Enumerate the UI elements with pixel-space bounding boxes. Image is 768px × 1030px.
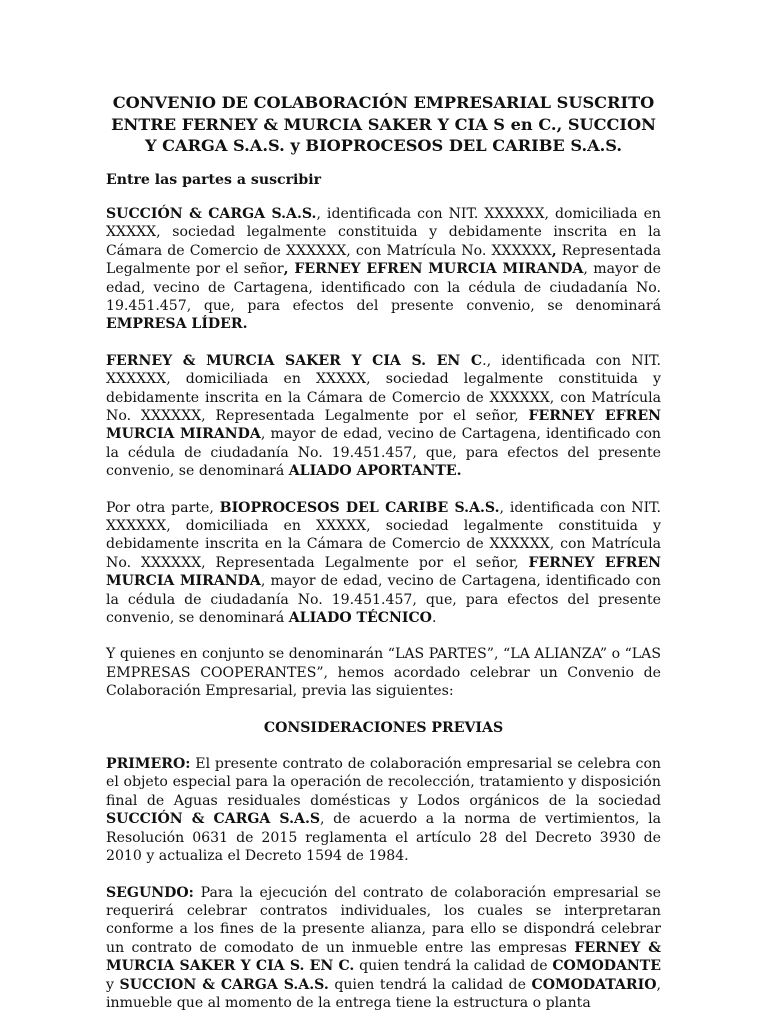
clause-role: COMODANTE	[552, 958, 661, 975]
clause-text: El presente contrato de colaboración empresarial se celebra con el objeto especial para la operación de recolección, tratamiento y disposición final de Aguas residuales domésticas y Lodos orgánicos de la sociedad	[106, 756, 661, 809]
party-ferney-paragraph	[106, 352, 661, 481]
document-title: CONVENIO DE COLABORACIÓN EMPRESARIAL SUSCRITO ENTRE FERNEY & MURCIA SAKER Y CIA S en C., SUCCION Y CARGA S.A.S. y BIOPROCESOS DEL CARIBE S.A.S.	[111, 93, 656, 155]
party-name: FERNEY & MURCIA SAKER Y CIA S. EN C	[106, 352, 483, 369]
together-paragraph: Y quienes en conjunto se denominarán “LAS PARTES”, “LA ALIANZA” o “LAS EMPRESAS COOPERANTES”, hemos acordado celebrar un Convenio de Colaboración Empresarial, previa las siguientes:	[106, 646, 661, 700]
party-representative: FERNEY EFREN MURCIA MIRANDA	[106, 554, 661, 590]
clause-company: SUCCIÓN & CARGA S.A.S	[106, 811, 321, 828]
party-bioprocesos-paragraph	[106, 499, 661, 628]
party-comma: ,	[551, 242, 557, 259]
clause-company: FERNEY & MURCIA SAKER Y CIA S. EN C.	[106, 939, 661, 975]
party-text: Representada Legalmente por el señor	[106, 242, 661, 278]
party-text: , mayor de edad, vecino de Cartagena, identificado con la cédula de ciudadanía No. 19.451.457, que, para efectos del presente convenio, se denominará	[106, 261, 661, 314]
section-heading: CONSIDERACIONES PREVIAS	[263, 719, 504, 736]
party-representative: FERNEY EFREN MURCIA MIRANDA	[106, 407, 661, 443]
party-role: ALIADO APORTANTE.	[288, 463, 462, 480]
party-role: ALIADO TÉCNICO	[288, 610, 432, 627]
clause-text: quien tendrá la calidad de	[328, 976, 532, 993]
intro-line: Entre las partes a suscribir	[106, 171, 322, 188]
party-name: BIOPROCESOS DEL CARIBE S.A.S.	[219, 499, 500, 516]
party-text: , mayor de edad, vecino de Cartagena, identificado con la cédula de ciudadanía No. 19.451.457, que, para efectos del presente convenio, se denominará	[106, 426, 662, 480]
clause-company: SUCCION & CARGA S.A.S.	[119, 976, 329, 993]
clause-text: Para la ejecución del contrato de colaboración empresarial se requerirá celebrar contratos individuales, los cuales se interpretaran conforme a los fines de la presente alianza, para ello se dispondrá celebrar un contrato de comodato de un inmueble entre las empresas	[106, 884, 661, 956]
segundo-paragraph	[106, 884, 661, 1013]
party-name: SUCCIÓN & CARGA S.A.S.	[106, 205, 317, 222]
party-text: ., identificada con NIT. XXXXXX, domiciliada en XXXXX, sociedad legalmente constituida y debidamente inscrita en la Cámara de Comercio de XXXXXX, con Matrícula No. XXXXXX, Representada Legalmente por el señor,	[106, 352, 661, 424]
party-representative: , FERNEY EFREN MURCIA MIRANDA	[283, 261, 584, 278]
party-succion-paragraph	[106, 205, 661, 334]
party-role: EMPRESA LÍDER.	[106, 316, 248, 333]
clause-label: SEGUNDO:	[106, 884, 194, 901]
party-text: , identificada con NIT. XXXXXX, domiciliada en XXXXX, sociedad legalmente constituida y debidamente inscrita en la Cámara de Comercio de XXXXXX, con Matrícula No. XXXXXX, Representada Legalmente por el señor,	[106, 499, 661, 571]
clause-text: , inmueble que al momento de la entrega tiene la estructura o planta	[106, 976, 661, 1011]
party-text: Por otra parte,	[106, 499, 220, 516]
primero-paragraph	[106, 755, 661, 865]
clause-text: , de acuerdo a la norma de vertimientos, la Resolución 0631 de 2015 reglamenta el artículo 28 del Decreto 3930 de 2010 y actualiza el Decreto 1594 de 1984.	[106, 811, 661, 865]
party-text: .	[431, 610, 437, 627]
party-text: , identificada con NIT. XXXXXX, domiciliada en XXXXX, sociedad legalmente constituida y debidamente inscrita en la Cámara de Comercio de XXXXXX, con Matrícula No. XXXXXX	[106, 205, 661, 259]
clause-text: quien tendrá la calidad de	[354, 958, 553, 975]
clause-role: COMODATARIO	[531, 976, 657, 993]
clause-label: PRIMERO:	[106, 756, 191, 773]
document-page	[106, 92, 661, 1030]
party-text: , mayor de edad, vecino de Cartagena, identificado con la cédula de ciudadanía No. 19.451.457, que, para efectos del presente convenio, se denominará	[106, 573, 662, 627]
clause-text: y	[106, 976, 120, 993]
